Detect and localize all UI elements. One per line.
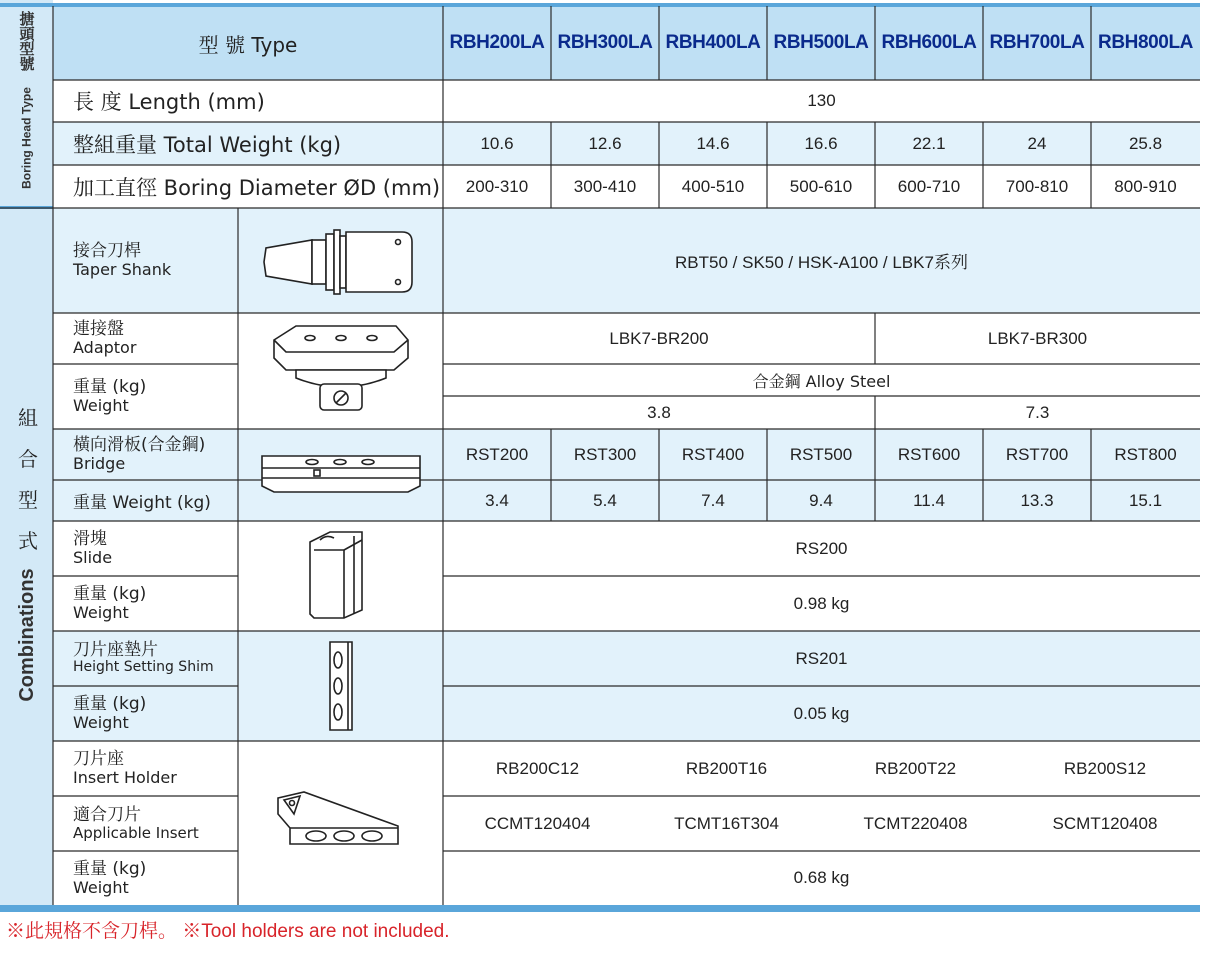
total-weight-cell: 22.1 xyxy=(912,133,946,153)
applicable-insert-cell: TCMT16T304 xyxy=(674,813,779,833)
shim-weight-zh: 重量 (kg) xyxy=(73,694,147,715)
slide-label xyxy=(53,521,238,576)
applicable-insert-cell: CCMT120404 xyxy=(484,813,591,833)
bridge-weight-cell: 9.4 xyxy=(809,490,833,510)
applicable-insert-zh: 適合刀片 xyxy=(73,804,141,825)
model-header: RBH300LA xyxy=(557,32,653,53)
combinations-en-text: Combinations xyxy=(15,568,38,702)
shim-label xyxy=(53,631,238,686)
adaptor-drawing xyxy=(266,318,416,422)
length-label: 長 度 Length (mm) xyxy=(73,90,265,114)
shim-zh: 刀片座墊片 xyxy=(73,640,158,661)
model-header: RBH500LA xyxy=(773,32,869,53)
bridge-weight-cell: 13.3 xyxy=(1020,490,1054,510)
model-header: RBH800LA xyxy=(1098,32,1193,53)
holder-weight-zh: 重量 (kg) xyxy=(73,858,147,879)
adaptor-label xyxy=(53,313,238,364)
bridge-weight-cell: 11.4 xyxy=(913,490,945,510)
adaptor-value-1: LBK7-BR200 xyxy=(609,328,709,348)
boring-diameter-cell: 200-310 xyxy=(465,176,529,196)
insert-holder-zh: 刀片座 xyxy=(73,749,124,770)
adaptor-zh: 連接盤 xyxy=(73,319,124,340)
holder-weight-value: 0.68 kg xyxy=(793,868,850,887)
applicable-insert-en: Applicable Insert xyxy=(73,823,199,842)
length-value: 130 xyxy=(807,91,836,110)
model-header: RBH200LA xyxy=(449,32,545,53)
shim-weight-label xyxy=(53,686,238,741)
footnote: ※此規格不含刀桿。 ※Tool holders are not included. xyxy=(6,921,450,942)
taper-shank-en: Taper Shank xyxy=(73,260,172,280)
boring-head-en-text: Boring Head Type xyxy=(19,87,34,189)
slide-value: RS200 xyxy=(795,538,848,558)
bridge-model-cell: RST200 xyxy=(465,444,529,464)
slide-weight-en: Weight xyxy=(73,603,129,623)
boring-head-zh-label: 搪頭型號 xyxy=(19,10,35,73)
holder-weight-label xyxy=(53,851,238,905)
bridge-weight-cell: 7.4 xyxy=(701,490,725,510)
applicable-insert-cell: TCMT220408 xyxy=(863,813,968,833)
slide-weight-label xyxy=(53,576,238,631)
adaptor-weight-1: 3.8 xyxy=(647,402,671,422)
adaptor-weight-2: 7.3 xyxy=(1025,402,1050,422)
boring-diameter-label: 加工直徑 Boring Diameter ØD (mm) xyxy=(73,175,441,200)
boring-diameter-cell: 300-410 xyxy=(573,176,637,196)
bridge-weight-cell: 3.4 xyxy=(485,490,509,510)
shim-weight-en: Weight xyxy=(73,713,129,733)
shim-value: RS201 xyxy=(795,648,848,668)
bridge-model-cell: RST300 xyxy=(573,444,637,464)
slide-zh: 滑塊 xyxy=(73,529,107,550)
slide-weight-zh: 重量 (kg) xyxy=(73,584,147,605)
bridge-drawing xyxy=(258,448,428,498)
adaptor-weight-label xyxy=(53,364,238,429)
insert-holder-cell: RB200T16 xyxy=(685,758,768,778)
applicable-insert-cell: SCMT120408 xyxy=(1052,813,1158,833)
taper-shank-value: RBT50 / SK50 / HSK-A100 / LBK7系列 xyxy=(675,253,968,272)
adaptor-material: 合金鋼 Alloy Steel xyxy=(752,371,891,391)
total-weight-cell: 16.6 xyxy=(804,133,838,153)
model-header: RBH700LA xyxy=(989,32,1085,53)
applicable-insert-label xyxy=(53,796,238,851)
taper-shank-label xyxy=(53,208,238,313)
bridge-model-cell: RST600 xyxy=(897,444,961,464)
bridge-weight-cell: 5.4 xyxy=(593,490,617,510)
bridge-model-cell: RST800 xyxy=(1114,444,1177,464)
slide-en: Slide xyxy=(73,548,113,568)
holder-weight-en: Weight xyxy=(73,877,129,897)
adaptor-weight-zh: 重量 (kg) xyxy=(73,377,147,398)
boring-diameter-cell: 700-810 xyxy=(1005,176,1069,196)
insert-holder-en: Insert Holder xyxy=(73,768,177,788)
slide-drawing xyxy=(300,526,380,626)
total-weight-label: 整組重量 Total Weight (kg) xyxy=(73,132,342,157)
bridge-model-cell: RST700 xyxy=(1005,444,1069,464)
slide-weight-value: 0.98 kg xyxy=(793,593,850,613)
bridge-label xyxy=(53,429,238,480)
boring-diameter-cell: 500-610 xyxy=(789,176,853,196)
model-header: RBH600LA xyxy=(881,32,977,53)
insert-holder-drawing xyxy=(268,788,418,858)
taper-shank-zh: 接合刀桿 xyxy=(73,241,141,262)
boring-diameter-cell: 400-510 xyxy=(681,176,745,196)
bridge-weight-cell: 15.1 xyxy=(1128,490,1163,510)
total-weight-cell: 24 xyxy=(1027,133,1047,153)
total-weight-cell: 12.6 xyxy=(588,133,622,153)
shim-weight-value: 0.05 kg xyxy=(793,703,850,723)
total-weight-cell: 14.6 xyxy=(696,133,730,153)
total-weight-cell: 25.8 xyxy=(1128,133,1163,153)
boring-diameter-cell: 800-910 xyxy=(1114,176,1177,196)
adaptor-en: Adaptor xyxy=(73,338,137,358)
model-header: RBH400LA xyxy=(665,32,761,53)
insert-holder-cell: RB200T22 xyxy=(874,758,957,778)
boring-head-en-label xyxy=(17,72,37,205)
bridge-model-cell: RST500 xyxy=(789,444,853,464)
combinations-zh-label: 組合型式 xyxy=(18,406,38,553)
total-weight-cell: 10.6 xyxy=(480,133,514,153)
boring-diameter-cell: 600-710 xyxy=(897,176,961,196)
insert-holder-cell: RB200C12 xyxy=(495,758,580,778)
bridge-weight-label: 重量 Weight (kg) xyxy=(73,493,211,513)
insert-holder-label xyxy=(53,741,238,796)
adaptor-weight-en: Weight xyxy=(73,396,129,416)
type-header: 型 號 Type xyxy=(198,32,298,57)
bridge-model-cell: RST400 xyxy=(681,444,745,464)
bridge-en: Bridge xyxy=(73,454,126,474)
insert-holder-cell: RB200S12 xyxy=(1063,758,1147,778)
bridge-zh: 橫向滑板(合金鋼) xyxy=(73,435,206,456)
combinations-en-label xyxy=(14,565,40,705)
taper-shank-drawing xyxy=(252,218,432,306)
shim-en: Height Setting Shim xyxy=(73,659,214,676)
adaptor-value-2: LBK7-BR300 xyxy=(987,328,1088,348)
shim-drawing xyxy=(322,638,362,734)
